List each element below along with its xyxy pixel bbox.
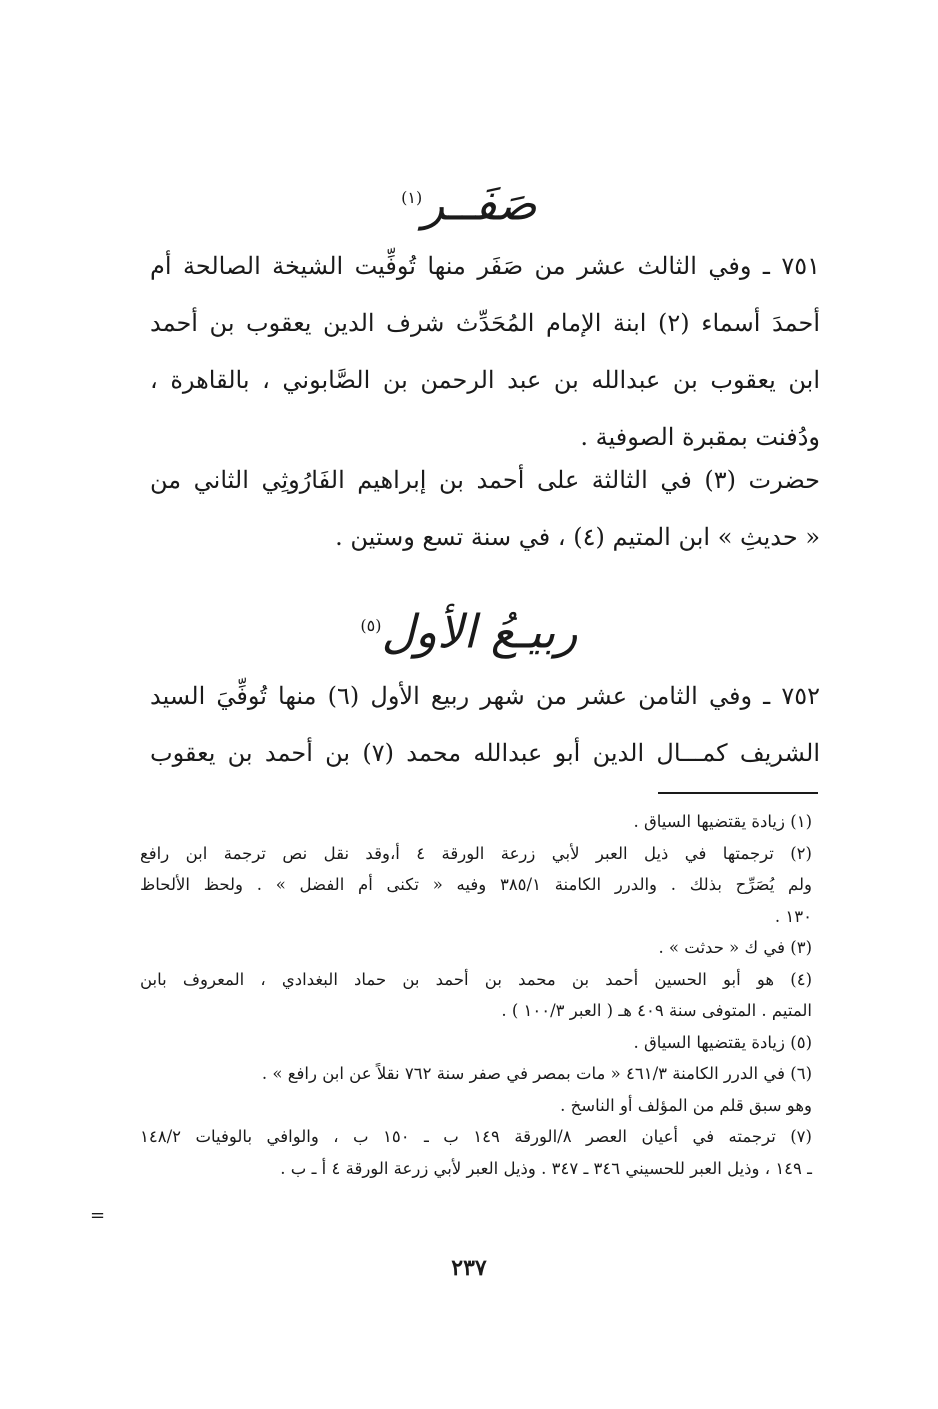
footnote-line: المتيم . المتوفى سنة ٤٠٩ هـ ( العبر ١٠٠/٣ ) . (501, 1001, 812, 1020)
footnote-line: ـ ١٤٩ ، وذيل العبر للحسيني ٣٤٦ ـ ٣٤٧ . وذيل العبر لأبي زرعة الورقة ٤ أ ـ ب . (280, 1158, 812, 1178)
footnote-line: ولم يُصَرِّح بذلك . والدرر الكامنة ٣٨٥/١ وفيه « تكنى أم الفضل » . ولحظ الألحاظ (140, 875, 812, 894)
heading-text: صَفَــر (422, 176, 537, 231)
footnote-line: ١٣٠ . (774, 906, 812, 926)
footnote-line: (٦) في الدرر الكامنة ٤٦١/٣ « مات بمصر في صفر سنة ٧٦٢ نقلاً عن ابن رافع » . (261, 1064, 812, 1083)
footnote-line: (١) زيادة يقتضيها السياق . (633, 812, 812, 831)
footnote-divider (658, 792, 818, 794)
entry-751 (150, 238, 820, 466)
text-line: ٧٥٢ ـ وفي الثامن عشر من شهر ربيع الأول (٦) منها تُوفِّيَ السيد (150, 682, 820, 710)
month-heading-rabi-al-awwal (0, 598, 938, 659)
text-line: ٧٥١ ـ وفي الثالث عشر من صَفَر منها تُوفِّيت الشيخة الصالحة أم (150, 252, 820, 280)
footnote-line: (٥) زيادة يقتضيها السياق . (633, 1032, 812, 1052)
entry-752 (150, 668, 820, 782)
text-line: الشريف كمـــال الدين أبو عبدالله محمد (٧) بن أحمد بن يعقوب (150, 739, 820, 767)
footnote-line: (٧) ترجمته في أعيان العصر ٨/الورقة ١٤٩ ب ـ ١٥٠ ب ، والوافي بالوفيات ١٤٨/٢ (140, 1127, 812, 1146)
footnote-line: وهو سبق قلم من المؤلف أو الناسخ . (560, 1095, 812, 1115)
footnote-line: (٣) في ك « حدثت » . (658, 938, 812, 957)
heading-text: ربيـعُ الأول (381, 604, 578, 659)
footnote-ref: (٥) (360, 616, 382, 635)
entry-751-hadith-note (150, 452, 820, 566)
margin-mark: = (90, 1205, 106, 1226)
text-line: أحمدَ أسماء (٢) ابنة الإمام المُحَدِّث شرف الدين يعقوب بن أحمد (150, 309, 820, 337)
footnote-line: (٤) هو أبو الحسين أحمد بن محمد بن أحمد بن حماد البغدادي ، المعروف بابن (140, 969, 812, 989)
text-line: ابن يعقوب بن عبدالله بن عبد الرحمن بن الصَّابوني ، بالقاهرة ، (150, 366, 820, 394)
footnote-ref: (١) (401, 188, 423, 207)
text-line: « حديثِ » ابن المتيم (٤) ، في سنة تسع وستين . (335, 523, 820, 551)
footnotes (140, 806, 812, 1184)
page-number: ٢٣٧ (451, 1255, 487, 1281)
text-line: حضرت (٣) في الثالثة على أحمد بن إبراهيم الفَارُوثِي الثاني من (150, 466, 821, 494)
footnote-line: (٢) ترجمتها في ذيل العبر لأبي زرعة الورقة ٤ أ،وقد نقل نص ترجمة ابن رافع (140, 843, 812, 863)
text-line: ودُفنت بمقبرة الصوفية . (580, 423, 820, 451)
month-heading-safar (0, 170, 938, 231)
